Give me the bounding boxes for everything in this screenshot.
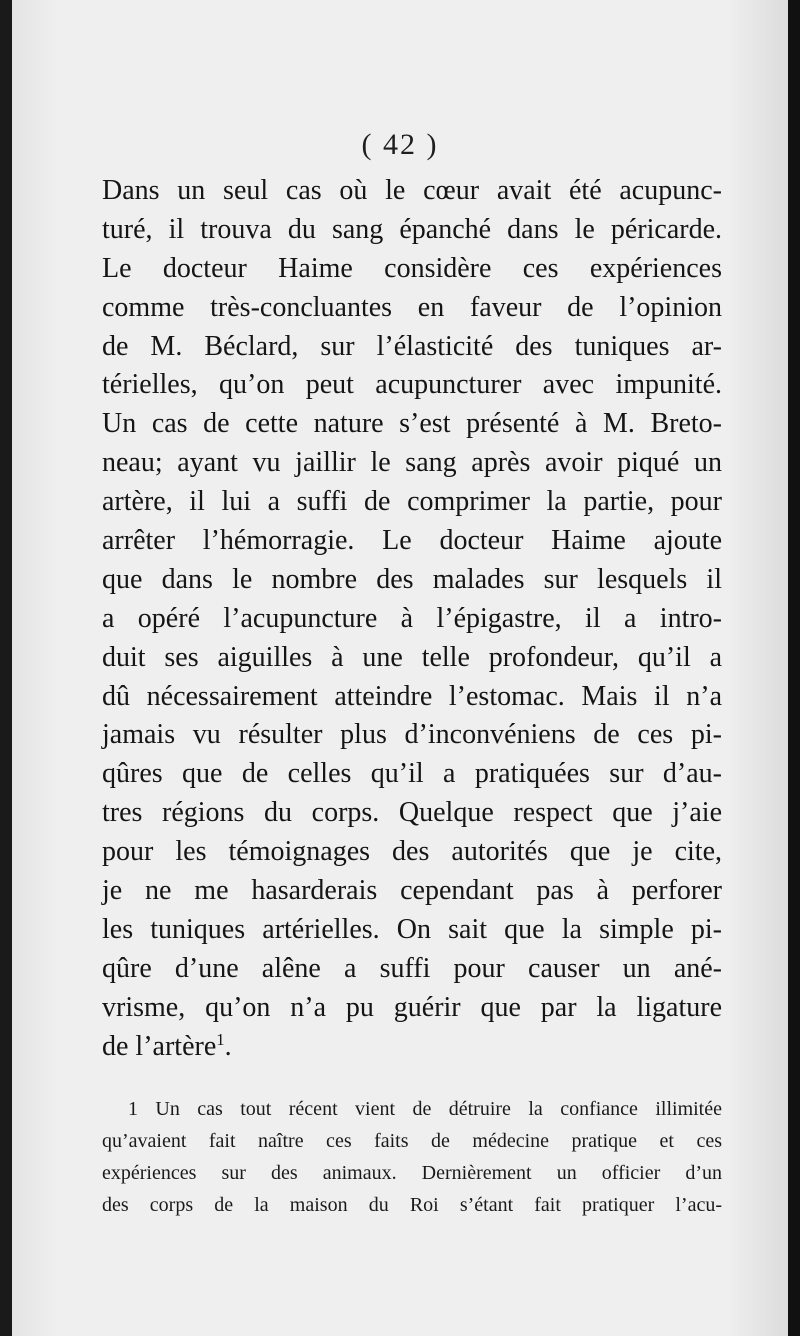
text-line-last-text: de l’artère — [102, 1030, 217, 1062]
text-line: arrêter l’hémorragie. Le docteur Haime ajoute — [102, 525, 722, 557]
text-line: Dans un seul cas où le cœur avait été acupunc- — [102, 175, 722, 206]
text-line: qûre d’une alêne a suffi pour causer un ané- — [102, 952, 722, 984]
page-edge-shadow — [788, 0, 800, 1336]
footnote-reference: 1 — [216, 1029, 225, 1049]
footnote-line — [102, 1093, 722, 1125]
book-page — [12, 0, 788, 1336]
body-text — [102, 172, 722, 1066]
text-line: térielles, qu’on peut acupuncturer avec impunité. — [102, 369, 722, 401]
footnote-line: des corps de la maison du Roi s’étant fait pratiquer l’acu- — [102, 1194, 722, 1216]
text-line: turé, il trouva du sang épanché dans le péricarde. — [102, 213, 722, 245]
text-line: neau; ayant vu jaillir le sang après avoir piqué un — [102, 447, 722, 479]
text-line: pour les témoignages des autorités que je cite, — [102, 836, 722, 868]
text-line: artère, il lui a suffi de comprimer la partie, pour — [102, 486, 722, 518]
footnote-line: qu’avaient fait naître ces faits de médecine pratique et ces — [102, 1130, 722, 1152]
text-line: que dans le nombre des malades sur lesquels il — [102, 563, 722, 595]
text-line: comme très-concluantes en faveur de l’opinion — [102, 291, 722, 323]
footnote-mark: 1 — [128, 1098, 138, 1120]
footnote — [102, 1093, 722, 1221]
text-line-last: de l’artère$^1$. — [102, 1029, 232, 1062]
text-line: les tuniques artérielles. On sait que la simple pi- — [102, 913, 722, 945]
text-line: je ne me hasarderais cependant pas à perforer — [102, 875, 722, 907]
text-line: tres régions du corps. Quelque respect que j’aie — [102, 797, 722, 829]
text-line: Le docteur Haime considère ces expériences — [102, 252, 722, 284]
text-line: de M. Béclard, sur l’élasticité des tuniques ar- — [102, 330, 722, 362]
footnote-first-line: Un cas tout récent vient de détruire la confiance illimitée — [155, 1098, 722, 1120]
text-line: qûres que de celles qu’il a pratiquées sur d’au- — [102, 758, 722, 790]
text-line: duit ses aiguilles à une telle profondeur, qu’il a — [102, 641, 722, 673]
page-number: ( 42 ) — [361, 128, 439, 161]
text-line: jamais vu résulter plus d’inconvéniens de ces pi- — [102, 719, 722, 751]
text-line: a opéré l’acupuncture à l’épigastre, il a intro- — [102, 602, 722, 634]
text-line: dû nécessairement atteindre l’estomac. Mais il n’a — [102, 680, 722, 712]
text-line: vrisme, qu’on n’a pu guérir que par la ligature — [102, 991, 722, 1023]
text-line: Un cas de cette nature s’est présenté à M. Breto- — [102, 408, 722, 440]
footnote-line: expériences sur des animaux. Dernièrement un officier d’un — [102, 1162, 722, 1184]
